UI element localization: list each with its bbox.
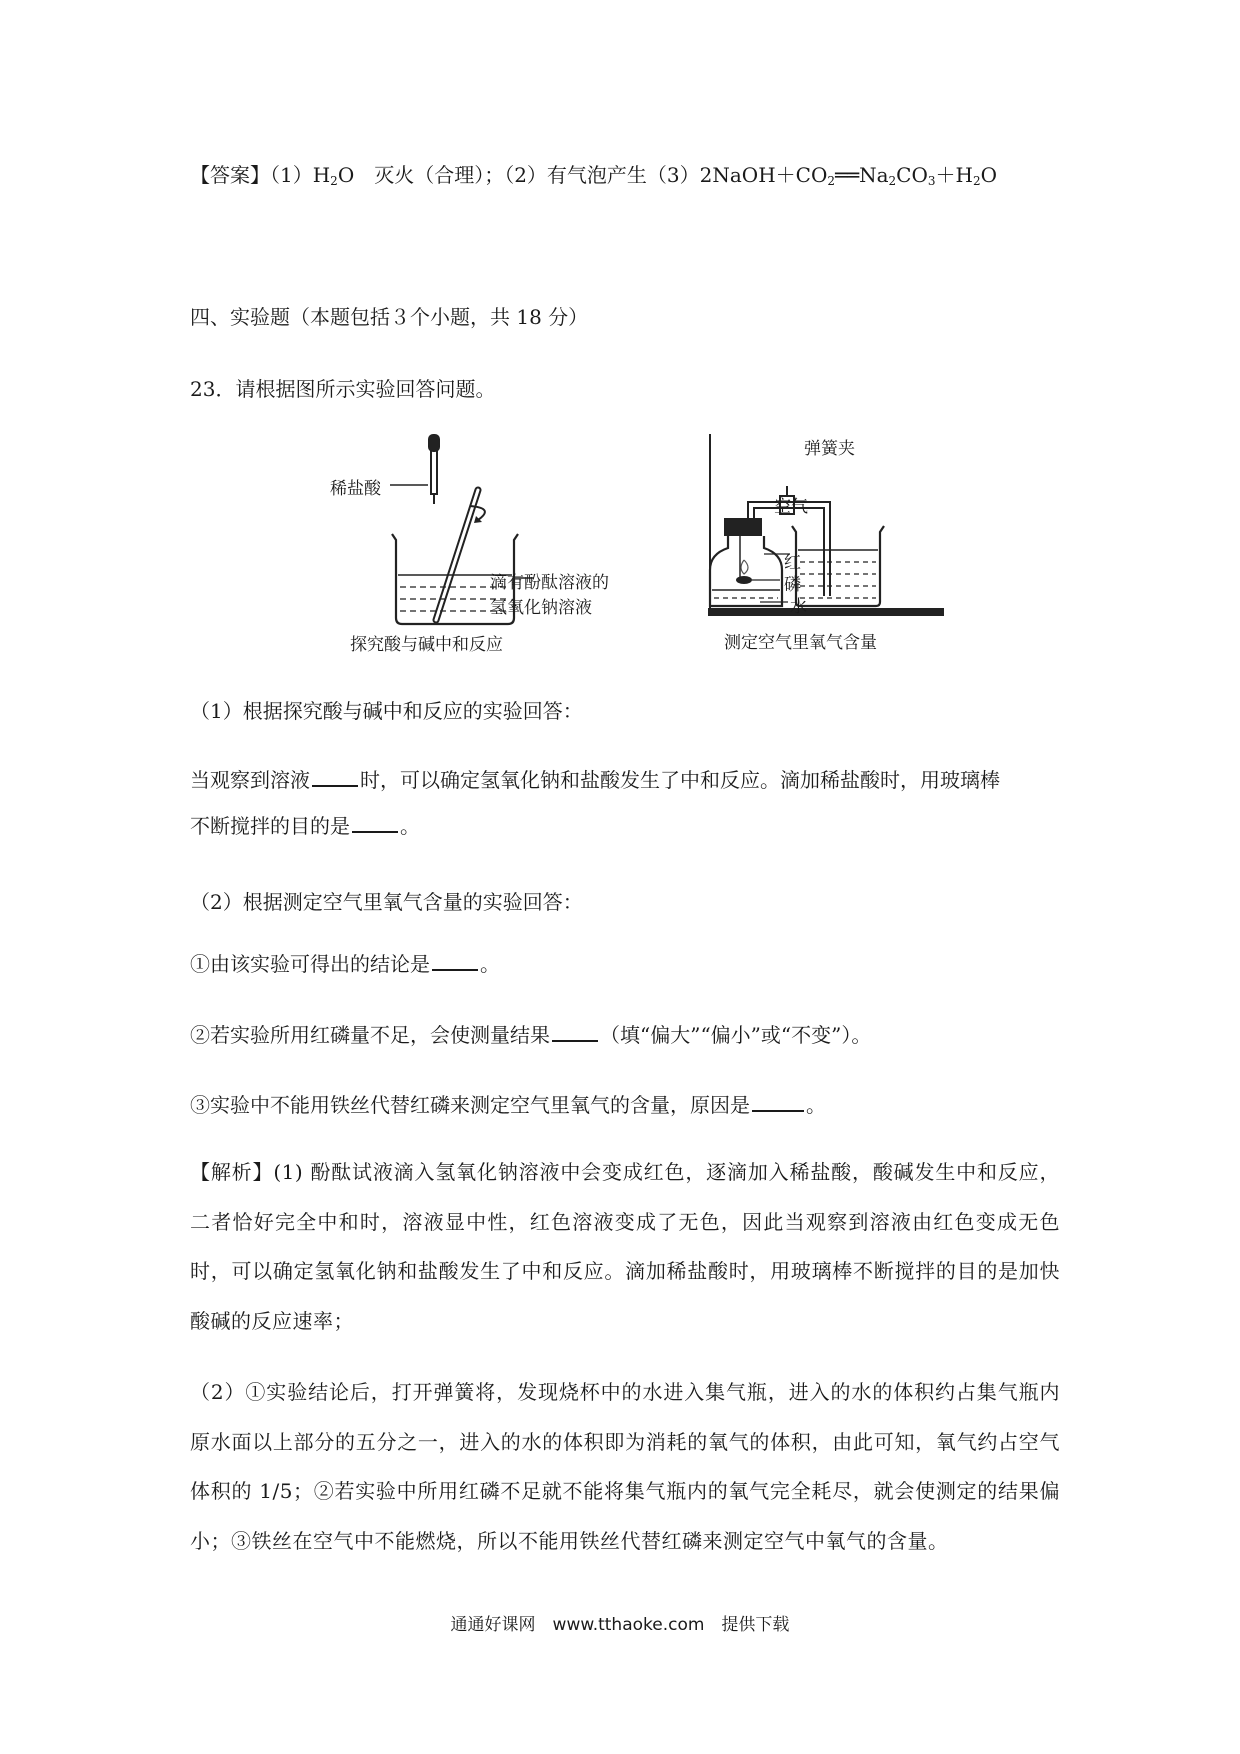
answer-blank[interactable] xyxy=(352,813,398,833)
q1-line2: 不断搅拌的目的是 。 xyxy=(190,814,420,838)
q1-line1: 当观察到溶液 时，可以确定氢氧化钠和盐酸发生了中和反应。滴加稀盐酸时，用玻璃棒 xyxy=(190,768,1000,792)
q2-item1: ①由该实验可得出的结论是 。 xyxy=(190,952,500,976)
question-23: 23．请根据图所示实验回答问题。 xyxy=(190,377,496,401)
oxygen-apparatus xyxy=(700,430,1030,660)
solution-label-line1: 滴有酚酞溶液的 xyxy=(490,573,609,593)
answer-line: 【答案】$(1)H_2O$ 灭火（合理）；（2）有气泡产生$(3)2NaOH+CO_2══Na_2CO_3+H_2O$ xyxy=(190,163,997,188)
figure-neutralization xyxy=(330,430,660,660)
q2-item2: ②若实验所用红磷量不足，会使测量结果 （填“偏大”“偏小”或“不变”）。 xyxy=(190,1023,872,1047)
solution-label-line2: 氢氧化钠溶液 xyxy=(490,598,592,618)
answer-blank[interactable] xyxy=(312,767,358,787)
footer: 通通好课网 www.tthaoke.com 提供下载 xyxy=(450,1615,790,1635)
analysis-part1: 【解析】(1) 酚酞试液滴入氢氧化钠溶液中会变成红色，逐滴加入稀盐酸，酸碱发生中和反应，二者恰好完全中和时，溶液显中性，红色溶液变成了无色，因此当观察到溶液由红色变成无色时，可以确定氢氧化钠和盐酸发生了中和反应。滴加稀盐酸时，用玻璃棒不断搅拌的目的是加快酸碱的反应速率； xyxy=(190,1160,1060,1333)
figure2-caption: 测定空气里氧气含量 xyxy=(724,633,877,653)
phosphorus-label-2: 磷 xyxy=(784,575,801,595)
answer-blank[interactable] xyxy=(752,1092,804,1112)
q2-item3: ③实验中不能用铁丝代替红磷来测定空气里氧气的含量，原因是 。 xyxy=(190,1093,826,1117)
answer-blank[interactable] xyxy=(432,951,478,971)
figure-oxygen-content xyxy=(700,430,1030,660)
section-title: 四、实验题（本题包括３个小题，共 18 分） xyxy=(190,305,589,329)
answer-label: 【答案】 xyxy=(190,163,270,187)
figure1-caption: 探究酸与碱中和反应 xyxy=(350,635,503,655)
neutralization-apparatus xyxy=(330,430,660,660)
q2-title: （2）根据测定空气里氧气含量的实验回答： xyxy=(190,890,583,914)
analysis-part2: （2）①实验结论后，打开弹簧将，发现烧杯中的水进入集气瓶，进入的水的体积约占集气瓶内原水面以上部分的五分之一，进入的水的体积即为消耗的氧气的体积，由此可知，氧气约占空气体积的 1/5；②若实验中所用红磷不足就不能将集气瓶内的氧气完全耗尽，就会使测定的结果偏小；③铁丝在空气中不能燃烧，所以不能用铁丝代替红磷来测定空气中氧气的含量。 xyxy=(190,1380,1060,1553)
phosphorus-label-1: 红 xyxy=(784,553,801,573)
answer-blank[interactable] xyxy=(552,1022,598,1042)
q1-title: （1）根据探究酸与碱中和反应的实验回答： xyxy=(190,699,583,723)
air-label: 空气 xyxy=(774,497,808,517)
clamp-label: 弹簧夹 xyxy=(804,439,855,459)
reagent-label: 稀盐酸 xyxy=(330,479,381,499)
water-label: 水 xyxy=(790,597,807,617)
